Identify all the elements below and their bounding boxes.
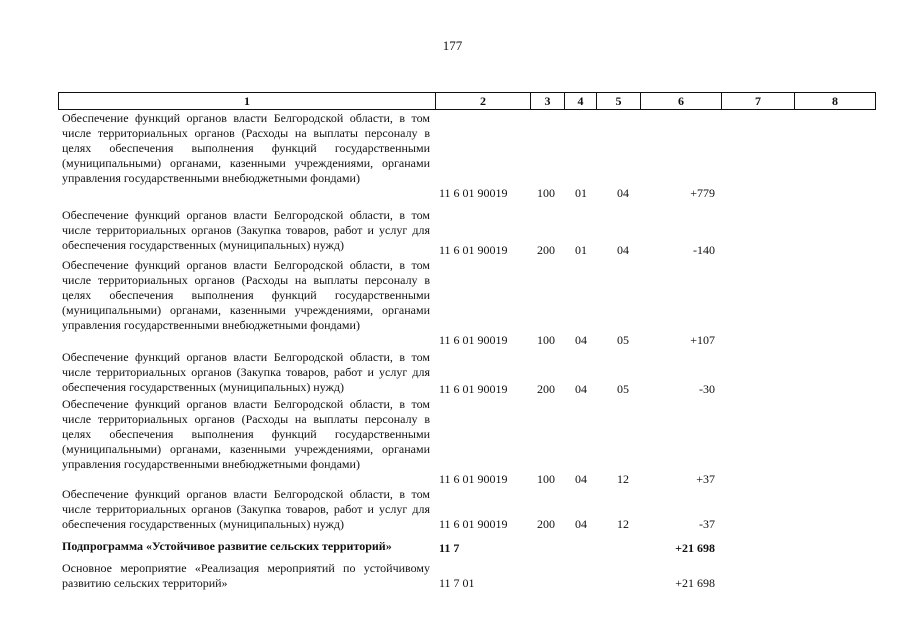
row-amount: -30 [699,382,715,396]
row-col-4: 01 [575,186,587,200]
header-col-8: 8 [832,94,838,108]
row-code: 11 6 01 90019 [439,472,508,486]
row-col-3: 200 [537,517,555,531]
row-description: Обеспечение функций органов власти Белгородской области, в том числе территориальных органов (Расходы на выплаты персоналу в целях обеспечения выполнения функций государственными (муниципальными) органами, казенными учреждениями, органами управления государственными внебюджетными фондами) [62,111,430,185]
row-col-5: 05 [617,382,629,396]
row-amount: +779 [690,186,715,200]
row-col-5: 04 [617,186,629,200]
row-col-3: 200 [537,382,555,396]
row-description: Основное мероприятие «Реализация мероприятий по устойчивому развитию сельских территорий» [62,561,430,590]
table-header [58,92,876,110]
row-col-5: 12 [617,472,629,486]
header-col-7: 7 [722,93,795,109]
row-description: Подпрограмма «Устойчивое развитие сельских территорий» [62,539,392,553]
row-amount: -37 [699,517,715,531]
row-col-3: 100 [537,186,555,200]
page-number: 177 [442,38,463,53]
header-col-6: 6 [641,93,722,109]
header-col-1: 1 [59,93,436,109]
row-col-5: 04 [617,243,629,257]
row-description: Обеспечение функций органов власти Белгородской области, в том числе территориальных органов (Расходы на выплаты персоналу в целях обеспечения выполнения функций государственными (муниципальными) органами, казенными учреждениями, органами управления государственными внебюджетными фондами) [62,258,430,332]
row-col-4: 04 [575,517,587,531]
row-description: Обеспечение функций органов власти Белгородской области, в том числе территориальных органов (Закупка товаров, работ и услуг для обеспечения государственных (муниципальных) нужд) [62,487,430,531]
row-col-4: 04 [575,472,587,486]
row-code: 11 7 01 [439,576,475,590]
row-col-4: 04 [575,333,587,347]
row-code: 11 6 01 90019 [439,333,508,347]
row-code: 11 6 01 90019 [439,243,508,257]
row-col-3: 100 [537,333,555,347]
row-col-4: 04 [575,382,587,396]
row-col-3: 100 [537,472,555,486]
row-description: Обеспечение функций органов власти Белгородской области, в том числе территориальных органов (Расходы на выплаты персоналу в целях обеспечения выполнения функций государственными (муниципальными) органами, казенными учреждениями, органами управления государственными внебюджетными фондами) [62,397,430,471]
row-description: Обеспечение функций органов власти Белгородской области, в том числе территориальных органов (Закупка товаров, работ и услуг для обеспечения государственных (муниципальных) нужд) [62,208,430,252]
row-amount: +107 [690,333,715,347]
row-col-5: 12 [617,517,629,531]
row-code: 11 7 [439,541,460,555]
row-col-3: 200 [537,243,555,257]
header-col-2: 2 [436,93,531,109]
row-amount: +21 698 [675,576,715,590]
row-code: 11 6 01 90019 [439,382,508,396]
header-col-5: 5 [597,93,641,109]
row-code: 11 6 01 90019 [439,517,508,531]
row-amount: +21 698 [675,541,715,555]
row-description: Обеспечение функций органов власти Белгородской области, в том числе территориальных органов (Закупка товаров, работ и услуг для обеспечения государственных (муниципальных) нужд) [62,350,430,394]
row-amount: -140 [693,243,715,257]
header-col-3: 3 [531,93,565,109]
row-col-5: 05 [617,333,629,347]
header-col-4: 4 [565,93,597,109]
row-col-4: 01 [575,243,587,257]
row-amount: +37 [696,472,715,486]
row-code: 11 6 01 90019 [439,186,508,200]
